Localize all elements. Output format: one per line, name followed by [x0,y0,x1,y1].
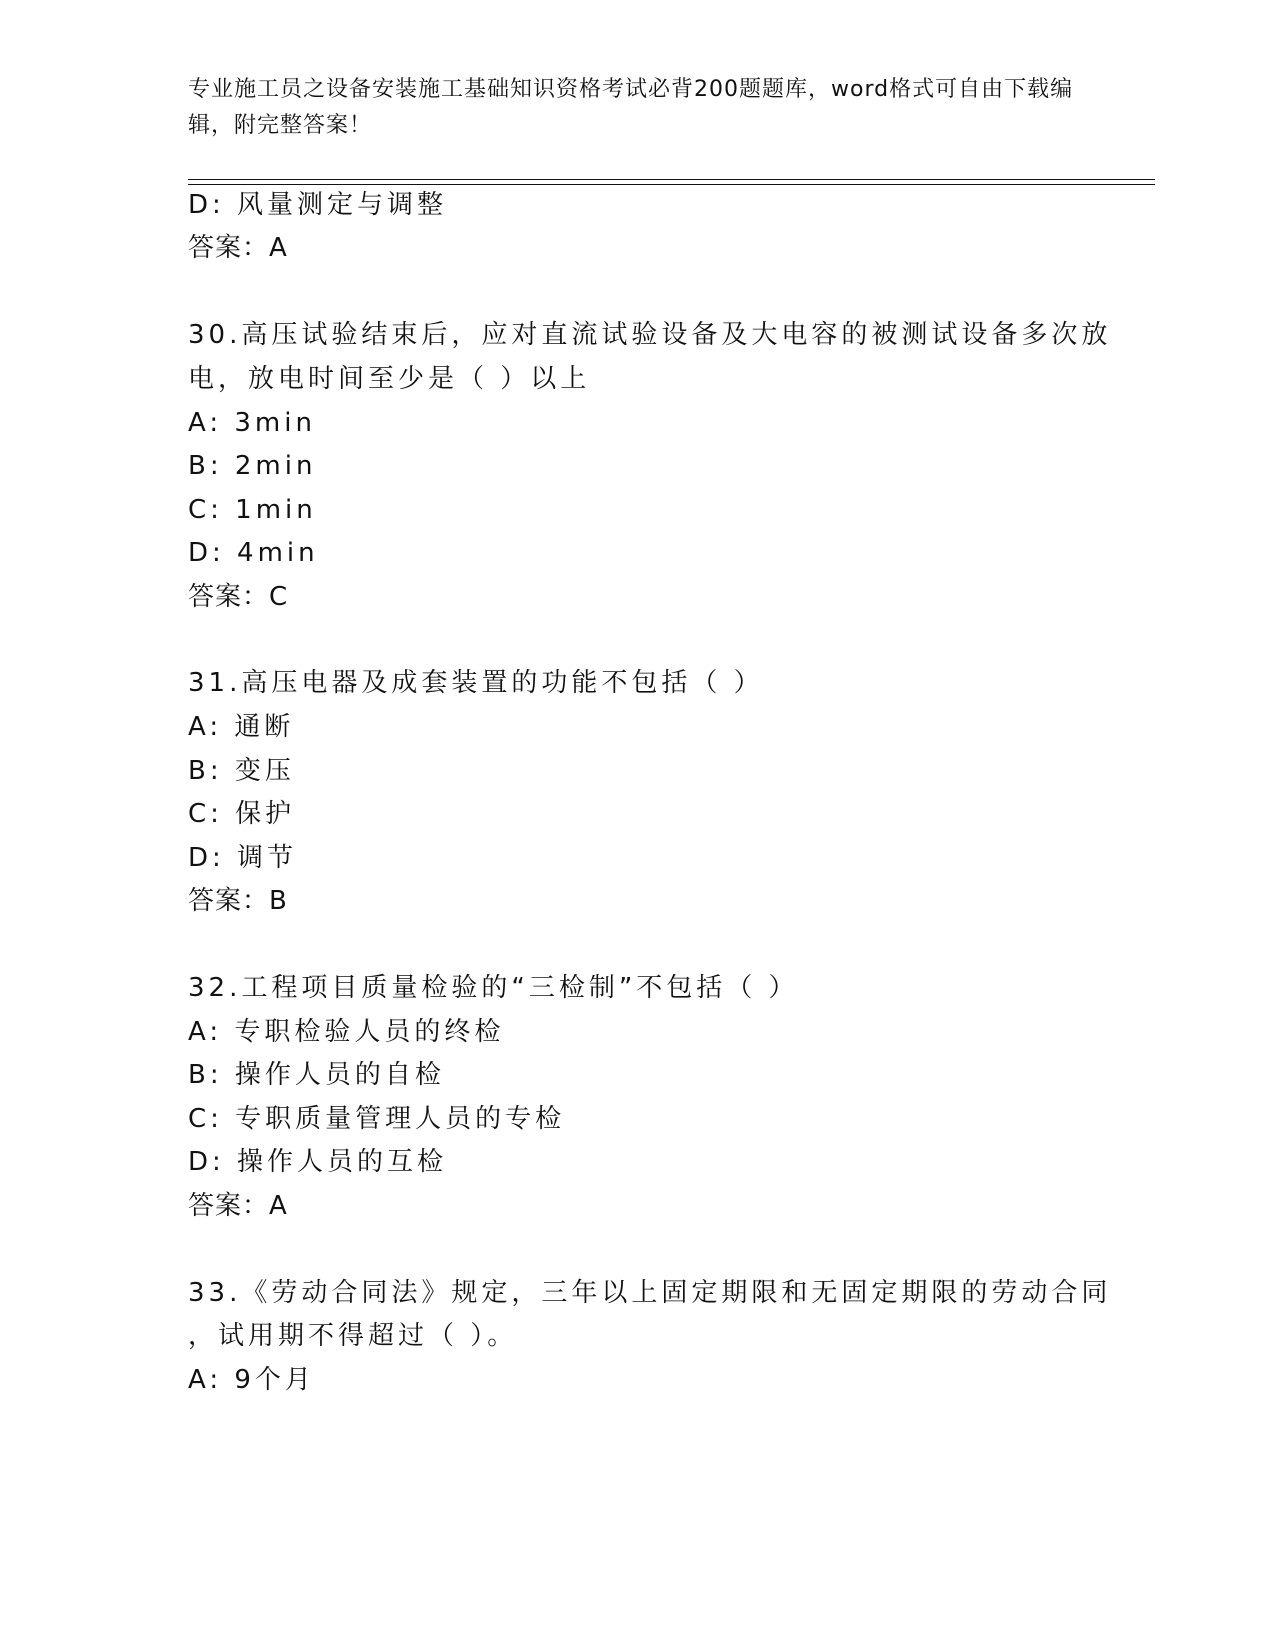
q32-option-a: A: 专职检验人员的终检 [188,1017,505,1047]
q33-stem-line1: 33.《劳动合同法》规定，三年以上固定期限和无固定期限的劳动合同 [188,1278,1112,1308]
q31-option-c: C: 保护 [188,799,296,829]
q30-option-c: C: 1min [188,495,317,525]
q31-answer: 答案：B [188,886,288,916]
q33-stem-line2: ，试用期不得超过（ ）。 [188,1321,518,1351]
document-header: 专业施工员之设备安装施工基础知识资格考试必背200题题库，word格式可自由下载编辑，附完整答案！ [188,77,1074,138]
q32-option-c: C: 专职质量管理人员的专检 [188,1104,566,1134]
q32-stem: 32.工程项目质量检验的“三检制”不包括（ ） [188,973,799,1003]
q32-answer: 答案：A [188,1191,288,1221]
q31-option-d: D: 调节 [188,843,298,873]
q32-option-d: D: 操作人员的互检 [188,1147,448,1177]
q31-option-b: B: 变压 [188,756,295,786]
q33-option-a: A: 9个月 [188,1365,315,1395]
q31-stem: 31.高压电器及成套装置的功能不包括（ ） [188,668,764,698]
prev-option-d: D: 风量测定与调整 [188,190,448,220]
prev-answer: 答案：A [188,233,288,263]
header-divider-bottom [188,184,1155,185]
q30-stem-line2: 电，放电时间至少是（ ）以上 [188,364,591,394]
q30-option-a: A: 3min [188,408,316,438]
q30-answer: 答案：C [188,582,289,612]
q32-option-b: B: 操作人员的自检 [188,1060,445,1090]
q30-option-b: B: 2min [188,451,317,481]
header-divider-top [188,179,1155,180]
q30-stem-line1: 30.高压试验结束后，应对直流试验设备及大电容的被测试设备多次放 [188,320,1112,350]
q30-option-d: D: 4min [188,538,319,568]
q31-option-a: A: 通断 [188,712,295,742]
